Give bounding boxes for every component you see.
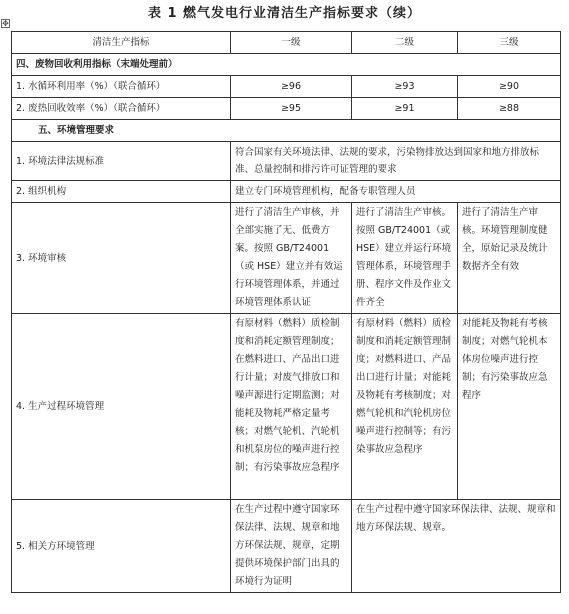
section-row	[12, 54, 561, 76]
header-level2: 二级	[352, 32, 458, 54]
row-level1: 在生产过程中遵守国家环保法律、法规、规章和地方环保法规、规章，定期提供环境保护部门出具的环境行为证明	[231, 500, 352, 593]
row-name: 2. 废热回收效率（%）（联合循环）	[12, 98, 231, 120]
header-level1: 一级	[231, 32, 352, 54]
section-row	[12, 120, 561, 142]
table-row	[12, 500, 561, 593]
row-name: 3. 环境审核	[12, 203, 231, 314]
row-level1: 进行了清洁生产审核，并全部实施了无、低费方案。按照 GB/T24001（或 HSE）建立并有效运行环境管理体系，并通过环境管理体系认证	[231, 203, 352, 314]
table-move-handle-icon[interactable]: ✥	[2, 19, 9, 28]
row-level1: ≥96	[231, 76, 352, 98]
table-row	[12, 181, 561, 203]
row-all-levels: 符合国家有关环境法律、法规的要求，污染物排放达到国家和地方排放标准、总量控制和排污许可证管理的要求	[231, 142, 561, 181]
page-title: 表 1 燃气发电行业清洁生产指标要求（续）	[147, 6, 422, 21]
row-all-levels: 建立专门环境管理机构，配备专职管理人员	[231, 181, 561, 203]
row-name: 4. 生产过程环境管理	[12, 314, 231, 500]
row-name: 1. 环境法律法规标准	[12, 142, 231, 181]
row-level1: 有原材料（燃料）质检制度和消耗定额管理制度；在燃料进口、产品出口进行计量；对废气排放口和噪声源进行定期监测；对能耗及物耗严格定量考核；对燃气轮机、汽轮机和机泵房位的噪声进行控制；有污染事故应急程序	[231, 314, 352, 500]
section-5-title: 五、环境管理要求	[12, 120, 561, 142]
row-level2: 有原材料（燃料）质检制度和消耗定额管理制度；对燃料进口、产品出口进行计量；对能耗及物耗有考核制度；对燃气轮机和汽轮机房位噪声进行控制等；有污染事故应急程序	[352, 314, 458, 500]
table-row	[12, 314, 561, 500]
section-4-title: 四、废物回收利用指标（末端处理前）	[12, 54, 561, 76]
row-level2-3: 在生产过程中遵守国家环保法律、法规、规章和地方环保法规、规章。	[352, 500, 561, 593]
row-level3: ≥88	[458, 98, 561, 120]
row-name: 2. 组织机构	[12, 181, 231, 203]
clean-production-table	[11, 31, 561, 593]
row-level1: ≥95	[231, 98, 352, 120]
table-row	[12, 98, 561, 120]
row-name: 1. 水循环利用率（%）（联合循环）	[12, 76, 231, 98]
row-level3: 对能耗及物耗有考核制度；对燃气轮机本体房位噪声进行控制；有污染事故应急程序	[458, 314, 561, 500]
row-name: 5. 相关方环境管理	[12, 500, 231, 593]
row-level2: 进行了清洁生产审核。按照 GB/T24001（或 HSE）建立并运行环境管理体系，环境管理手册、程序文件及作业文件齐全	[352, 203, 458, 314]
header-row	[12, 32, 561, 54]
header-indicator: 清洁生产指标	[12, 32, 231, 54]
row-level3: ≥90	[458, 76, 561, 98]
row-level2: ≥91	[352, 98, 458, 120]
header-level3: 三级	[458, 32, 561, 54]
row-level3: 进行了清洁生产审核。环境管理制度健全，原始记录及统计数据齐全有效	[458, 203, 561, 314]
row-level2: ≥93	[352, 76, 458, 98]
table-row	[12, 203, 561, 314]
table-row	[12, 142, 561, 181]
table-row	[12, 76, 561, 98]
